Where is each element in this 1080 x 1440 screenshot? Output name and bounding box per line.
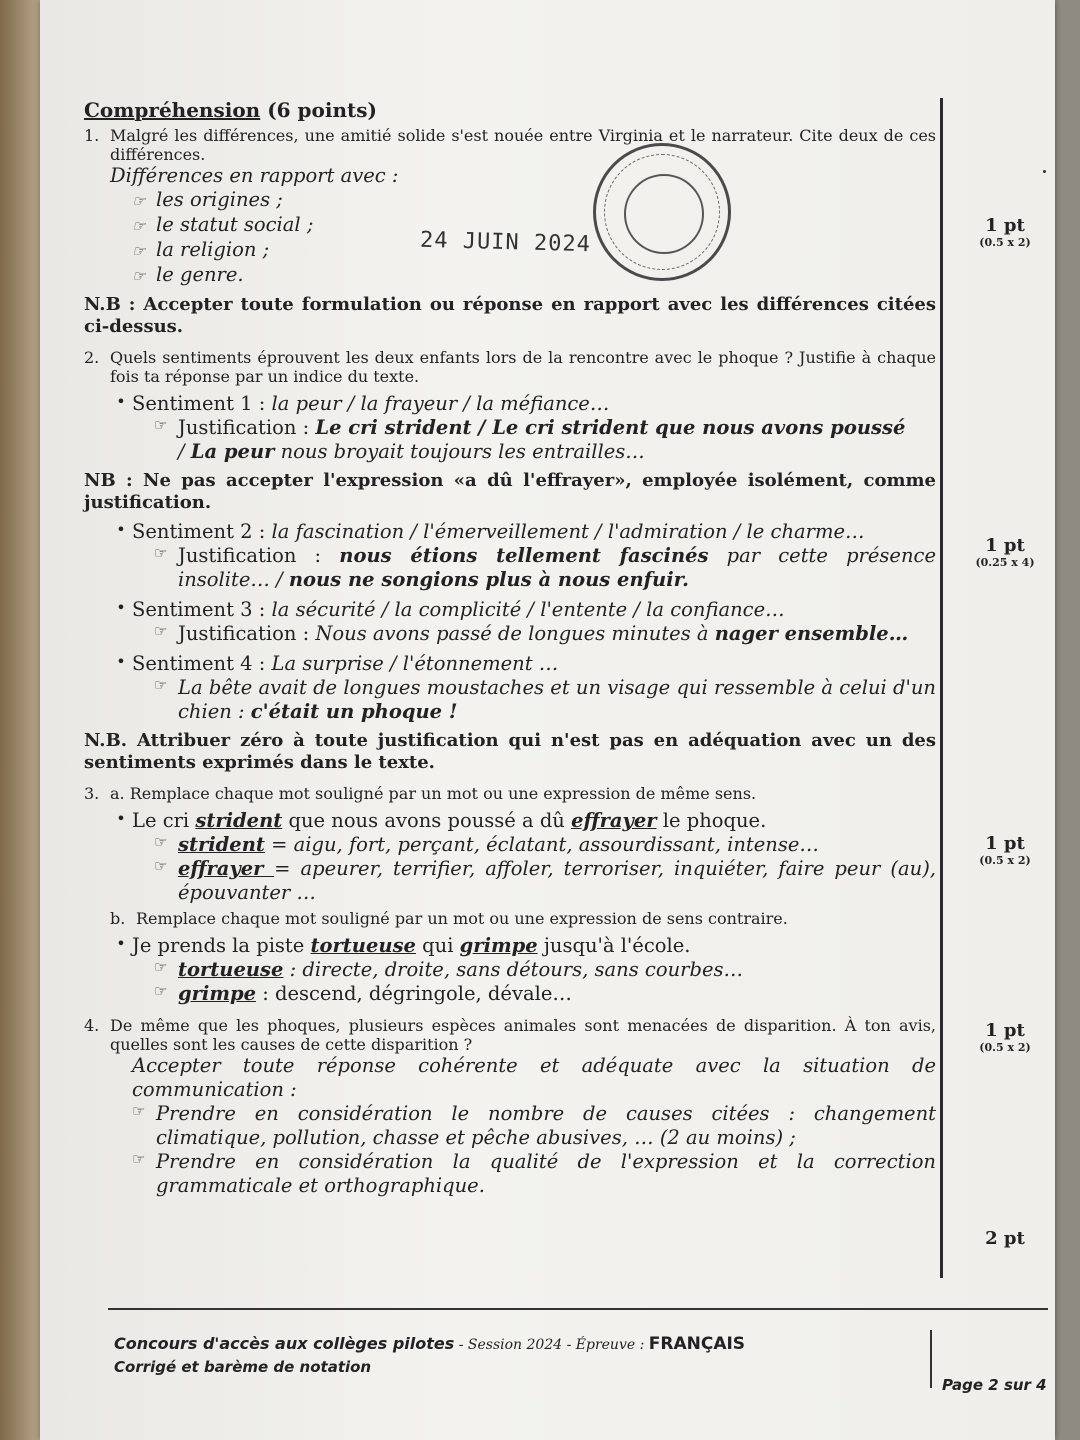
sentiment-4: • Sentiment 4 : La surprise / l'étonnement … bbox=[116, 652, 559, 675]
q1-intro: Différences en rapport avec : bbox=[110, 164, 399, 187]
q3b-answer-2: ☞ grimpe : descend, dégringole, dévale… bbox=[154, 982, 572, 1005]
sentiment-4-justification: ☞ La bête avait de longues moustaches et un visage qui ressemble à celui d'un chien : c'était un phoque ! bbox=[154, 676, 936, 723]
q3a-answer-1: ☞ strident = aigu, fort, perçant, éclatant, assourdissant, intense… bbox=[154, 833, 819, 856]
pointing-hand-icon: ☞ bbox=[154, 958, 168, 976]
question-2: 2. Quels sentiments éprouvent les deux enfants lors de la rencontre avec le phoque ? Justifie à chaque fois ta réponse par un indice du texte. bbox=[84, 348, 936, 386]
q3b-answer-1: ☞ tortueuse : directe, droite, sans détours, sans courbes… bbox=[154, 958, 743, 981]
q4-accept: Accepter toute réponse cohérente et adéquate avec la situation de communication : bbox=[132, 1054, 936, 1101]
score-q3a: 1 pt (0.5 x 2) bbox=[979, 833, 1031, 867]
sentiment-3-justification: ☞ Justification : Nous avons passé de longues minutes à nager ensemble… bbox=[154, 622, 909, 645]
q3a-answer-2: ☞ effrayer = apeurer, terrifier, affoler, terroriser, inquiéter, faire peur (au), épouvanter … bbox=[154, 857, 936, 904]
sentiment-2-justification: ☞ Justification : nous étions tellement fascinés par cette présence insolite… / nous ne songions plus à nous enfuir. bbox=[154, 544, 936, 591]
pointing-hand-icon: ☞ bbox=[154, 982, 168, 1000]
pointing-hand-icon: ☞ bbox=[132, 1102, 146, 1120]
pointing-hand-icon: ☞ bbox=[132, 267, 146, 285]
question-1: 1. Malgré les différences, une amitié solide s'est nouée entre Virginia et le narrateur. Cite deux de ces différences. bbox=[84, 126, 936, 164]
footer-subtitle: Corrigé et barème de notation bbox=[114, 1358, 372, 1376]
score-q4: 2 pt bbox=[985, 1228, 1025, 1249]
q1-note: N.B : Accepter toute formulation ou réponse en rapport avec les différences citées ci-dessus. bbox=[84, 294, 936, 337]
pointing-hand-icon: ☞ bbox=[154, 622, 168, 640]
q3b-sentence: • Je prends la piste tortueuse qui grimpe jusqu'à l'école. bbox=[116, 934, 691, 957]
score-q2: 1 pt (0.25 x 4) bbox=[975, 535, 1035, 569]
q1-item: ☞ la religion ; bbox=[132, 238, 270, 261]
page-number: Page 2 sur 4 bbox=[942, 1376, 1047, 1394]
main-content bbox=[84, 98, 936, 1198]
question-4: 4. De même que les phoques, plusieurs espèces animales sont menacées de disparition. À ton avis, quelles sont les causes de cette disparition ? bbox=[84, 1016, 936, 1054]
pointing-hand-icon: ☞ bbox=[154, 544, 168, 562]
question-3b: b. Remplace chaque mot souligné par un mot ou une expression de sens contraire. bbox=[110, 909, 788, 928]
question-3a: 3. a. Remplace chaque mot souligné par un mot ou une expression de même sens. bbox=[84, 784, 757, 803]
question-1-text: Malgré les différences, une amitié solide s'est nouée entre Virginia et le narrateur. Cite deux de ces différences. bbox=[110, 126, 936, 164]
exam-sheet bbox=[40, 0, 1055, 1440]
q2-note-2: N.B. Attribuer zéro à toute justification qui n'est pas en adéquation avec un des sentiments exprimés dans le texte. bbox=[84, 730, 936, 773]
q1-item: ☞ le genre. bbox=[132, 263, 244, 286]
pointing-hand-icon: ☞ bbox=[154, 676, 168, 694]
sentiment-1-justification: ☞ Justification : Le cri strident / Le cri strident que nous avons poussé / La peur nous broyait toujours les entrailles… bbox=[154, 416, 906, 463]
footer-title: Concours d'accès aux collèges pilotes - Session 2024 - Épreuve : FRANÇAIS bbox=[114, 1334, 746, 1354]
section-heading: Compréhension (6 points) bbox=[84, 98, 377, 122]
pointing-hand-icon: ☞ bbox=[132, 217, 146, 235]
pointing-hand-icon: ☞ bbox=[132, 1150, 146, 1168]
stamp-date: 24 JUIN 2024 bbox=[419, 227, 592, 258]
pointing-hand-icon: ☞ bbox=[154, 416, 168, 434]
sentiment-1: • Sentiment 1 : la peur / la frayeur / la méfiance… bbox=[116, 392, 610, 415]
sentiment-3: • Sentiment 3 : la sécurité / la complicité / l'entente / la confiance… bbox=[116, 598, 785, 621]
desk-edge bbox=[0, 0, 40, 1440]
pointing-hand-icon: ☞ bbox=[154, 833, 168, 851]
q4-criterion-1: ☞ Prendre en considération le nombre de causes citées : changement climatique, pollution, chasse et pêche abusives, … (2 au moins) ; bbox=[132, 1102, 936, 1149]
q2-note-1: NB : Ne pas accepter l'expression «a dû l'effrayer», employée isolément, comme justification. bbox=[84, 470, 936, 513]
pointing-hand-icon: ☞ bbox=[132, 192, 146, 210]
q4-criterion-2: ☞ Prendre en considération la qualité de l'expression et la correction grammaticale et orthographique. bbox=[132, 1150, 936, 1197]
pointing-hand-icon: ☞ bbox=[132, 242, 146, 260]
score-column-divider bbox=[940, 98, 943, 1278]
q3a-sentence: • Le cri strident que nous avons poussé a dû effrayer le phoque. bbox=[116, 809, 767, 832]
pointing-hand-icon: ☞ bbox=[154, 857, 168, 875]
score-q1: 1 pt (0.5 x 2) bbox=[979, 215, 1031, 249]
q1-item: ☞ les origines ; bbox=[132, 188, 283, 211]
sentiment-2: • Sentiment 2 : la fascination / l'émerveillement / l'admiration / le charme… bbox=[116, 520, 865, 543]
margin-dot bbox=[1043, 170, 1046, 173]
q1-item: ☞ le statut social ; bbox=[132, 213, 314, 236]
score-q3b: 1 pt (0.5 x 2) bbox=[979, 1020, 1031, 1054]
